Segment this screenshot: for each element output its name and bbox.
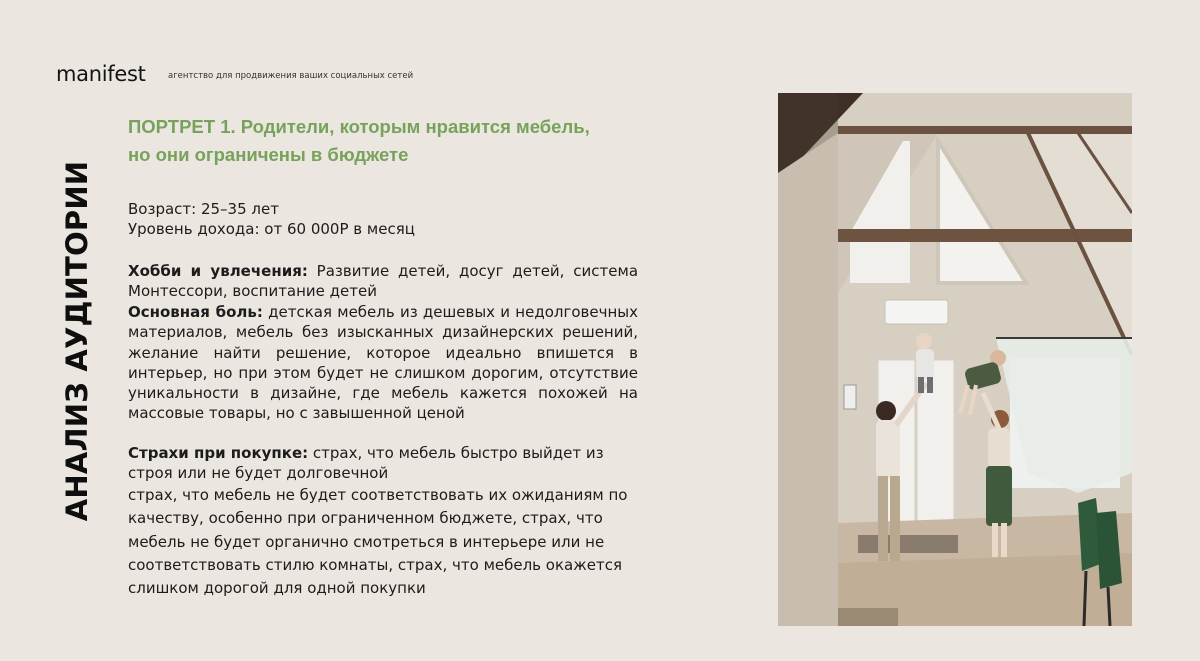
hobbies-paragraph [128,261,638,302]
pain-text: детская мебель из дешевых и недолговечных материалов, мебель без изысканных дизайнерских решений, желание найти решение, которое идеально впишется в интерьер, но при этом будет не слишком дорогим, отсутствие уникальности в дизайне, где мебель кажется похожей на массовые товары, но с завышенной ценой [128,303,638,423]
pain-paragraph [128,302,638,424]
fears-text: страх, что мебель быстро выйдет из строя или не будет долговечной [128,444,604,483]
hobbies-label: Хобби и увлечения: [128,262,308,280]
fears-label: Страхи при покупке: [128,444,309,462]
section-title-vertical: АНАЛИЗ АУДИТОРИИ [60,160,94,522]
fears-continued: страх, что мебель не будет соответствовать их ожиданиям по качеству, особенно при ограниченном бюджете, страх, что мебель не будет органично смотреться в интерьере или не соответствовать стилю комнаты, страх, что мебель окажется слишком дорогой для одной покупки [128,486,628,598]
brand-logo: manifest [56,62,146,86]
hobbies-text: Развитие детей, досуг детей, система Монтессори, воспитание детей [128,262,639,301]
family-photo [778,93,1132,626]
brand-tagline: агентство для продвижения ваших социальных сетей [168,71,414,81]
demographics [128,199,648,239]
fears-paragraph [128,443,638,484]
age-line: Возраст: 25–35 лет [128,200,279,218]
pain-label: Основная боль: [128,303,263,321]
income-line: Уровень дохода: от 60 000Р в месяц [128,220,415,238]
portrait-title: ПОРТРЕТ 1. Родители, которым нравится мебель, но они ограничены в бюджете [128,116,590,165]
